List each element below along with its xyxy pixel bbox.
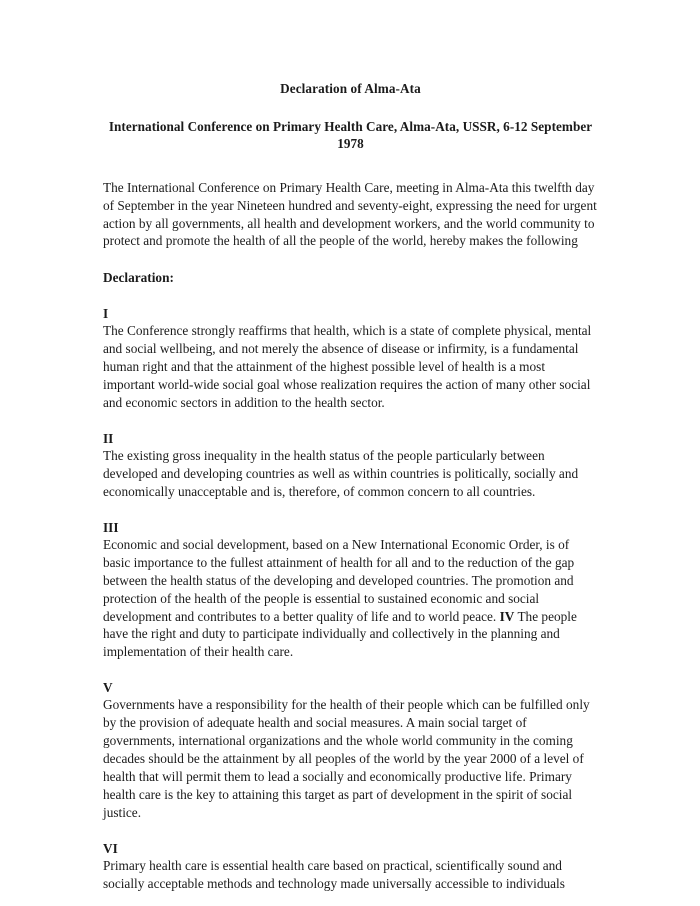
declaration-heading: Declaration:: [103, 270, 174, 286]
section-numeral: III: [103, 519, 119, 535]
document-subtitle: International Conference on Primary Health Care, Alma-Ata, USSR, 6-12 September 1978: [108, 118, 593, 151]
section-i: [103, 287, 598, 412]
section-body-part-one: Economic and social development, based on a New International Economic Order, is of basic importance to the fullest attainment of health for all and to the reduction of the gap between the health status of the developing and developed countries. The promotion and protection of the health of the people is essential to sustained economic and social development and contributes to a better quality of life and to world peace.: [103, 537, 575, 624]
section-numeral: I: [103, 306, 109, 322]
section-body: The existing gross inequality in the health status of the people particularly between developed and developing countries as well as within countries is politically, socially and economically unacceptable and is, therefore, of common concern to all countries.: [103, 448, 579, 499]
section-body: The Conference strongly reaffirms that health, which is a state of complete physical, mental and social wellbeing, and not merely the absence of disease or infirmity, is a fundamental human right and that the attainment of the highest possible level of health is a most important world-wide social goal whose realization requires the action of many other social and economic sectors in addition to the health sector.: [103, 323, 592, 410]
section-numeral: II: [103, 430, 114, 446]
section-body: Governments have a responsibility for the health of their people which can be fulfilled only by the provision of adequate health and social measures. A main social target of governments, international organizations and the whole world community in the coming decades should be the attainment by all peoples of the world by the year 2000 of a level of health that will permit them to lead a socially and economically productive life. Primary health care is the key to attaining this target as part of development in the spirit of social justice.: [103, 697, 590, 820]
section-vi: [103, 822, 598, 893]
section-body-part-two: The people have the right and duty to participate individually and collectively in the planning and implementation of their health care.: [103, 608, 577, 660]
section-v: [103, 661, 598, 821]
section-numeral: VI: [103, 840, 118, 856]
page-title: Declaration of Alma-Ata: [280, 81, 421, 96]
section-ii: [103, 412, 598, 501]
document-content: [103, 0, 598, 893]
section-body: [103, 536, 598, 661]
section-numeral: V: [103, 680, 113, 696]
intro-paragraph: The International Conference on Primary Health Care, meeting in Alma-Ata this twelfth day of September in the year Nineteen hundred and seventy-eight, expressing the need for urgent action by all governments, all health and development workers, and the world community to protect and promote the health of all the people of the world, hereby makes the following: [103, 179, 597, 249]
section-body: Primary health care is essential health care based on practical, scientifically sound and socially acceptable methods and technology made universally accessible to individuals: [103, 857, 565, 891]
inline-section-numeral-iv: IV: [499, 608, 515, 624]
section-iii: [103, 501, 598, 661]
